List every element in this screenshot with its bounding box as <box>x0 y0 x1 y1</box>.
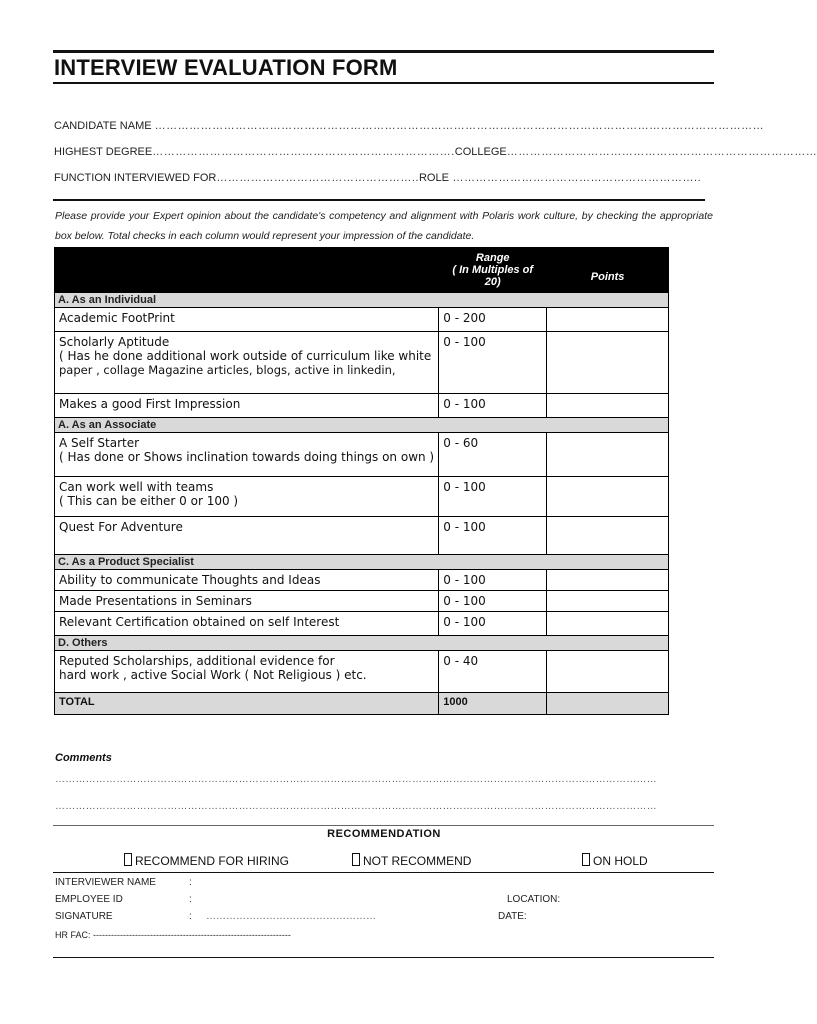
section-others: D. Others <box>55 636 669 651</box>
comments-line-1[interactable]: …………………………………………………………………………………………………………………………………………………………… <box>55 774 657 785</box>
function-interviewed-field[interactable]: FUNCTION INTERVIEWED FOR……………………………………………..ROLE ……………………………………………………….. <box>54 172 702 184</box>
table-row <box>55 477 669 517</box>
table-row <box>55 332 669 394</box>
checkbox-icon[interactable] <box>124 853 132 866</box>
candidate-name-field[interactable]: CANDIDATE NAME …………………………………………………………………………………………………………………………………………… <box>54 120 765 132</box>
table-row <box>55 517 669 555</box>
evaluation-table <box>54 247 669 715</box>
header-range-label: Range <box>475 252 510 264</box>
total-label: TOTAL <box>55 693 439 715</box>
highest-degree-label: HIGHEST DEGREE <box>54 146 153 158</box>
points-input-cell[interactable] <box>547 433 669 477</box>
top-rule <box>53 50 714 53</box>
instructions-text: Please provide your Expert opinion about the candidate's competency and alignment with Polaris work culture, by checking the appropriate box below. Total checks in each column would represent your impression of the candidate. <box>55 210 713 242</box>
table-row <box>55 612 669 636</box>
date-label: DATE: <box>498 911 527 922</box>
employee-id-label: EMPLOYEE ID <box>55 894 123 905</box>
points-input-cell[interactable] <box>547 651 669 693</box>
recommendation-title: RECOMMENDATION <box>327 828 441 840</box>
recommend-hiring-option[interactable]: RECOMMEND FOR HIRING <box>124 853 289 868</box>
total-row <box>55 693 669 715</box>
points-input-cell[interactable] <box>547 477 669 517</box>
not-recommend-option[interactable]: NOT RECOMMEND <box>352 853 471 868</box>
range-cell: 0 - 100 <box>439 332 547 394</box>
signature-colon: : <box>189 911 192 922</box>
total-value: 1000 <box>439 693 547 715</box>
location-label: LOCATION: <box>507 894 561 905</box>
criterion-cell: Made Presentations in Seminars <box>55 591 439 612</box>
range-cell: 0 - 100 <box>439 570 547 591</box>
page-title: INTERVIEW EVALUATION FORM <box>54 55 398 80</box>
range-cell: 0 - 40 <box>439 651 547 693</box>
table-row <box>55 570 669 591</box>
comments-label: Comments <box>55 752 112 764</box>
range-cell: 0 - 60 <box>439 433 547 477</box>
table-row <box>55 433 669 477</box>
checkbox-icon[interactable] <box>352 853 360 866</box>
recommendation-divider <box>53 872 714 873</box>
highest-degree-field[interactable]: HIGHEST DEGREE…………………………………………………………………….COLLEGE……………………………………………………………………… <box>54 146 817 158</box>
criterion-cell: Quest For Adventure <box>55 517 439 555</box>
range-cell: 0 - 100 <box>439 591 547 612</box>
header-range-sublabel: ( In Multiples of 20) <box>452 264 534 288</box>
points-input-cell[interactable] <box>547 612 669 636</box>
table-header-row <box>55 248 669 293</box>
fields-divider <box>53 199 705 201</box>
header-points: Points <box>547 248 669 293</box>
candidate-name-label: CANDIDATE NAME <box>54 120 152 132</box>
criterion-cell: Relevant Certification obtained on self Interest <box>55 612 439 636</box>
function-interviewed-label: FUNCTION INTERVIEWED FOR <box>54 172 217 184</box>
criterion-cell: A Self Starter ( Has done or Shows inclination towards doing things on own ) <box>55 433 439 477</box>
on-hold-option[interactable]: ON HOLD <box>582 853 648 868</box>
points-input-cell[interactable] <box>547 332 669 394</box>
hr-fac-label: HR FAC: ------------------------------------------------------------------ <box>55 930 291 940</box>
points-input-cell[interactable] <box>547 591 669 612</box>
points-input-cell[interactable] <box>547 308 669 332</box>
criterion-cell: Ability to communicate Thoughts and Ideas <box>55 570 439 591</box>
comments-divider <box>53 825 714 826</box>
table-row <box>55 394 669 418</box>
criterion-cell: Academic FootPrint <box>55 308 439 332</box>
interviewer-name-colon: : <box>189 877 192 888</box>
bottom-rule <box>53 957 714 958</box>
criterion-cell: Reputed Scholarships, additional evidence for hard work , active Social Work ( Not Religious ) etc. <box>55 651 439 693</box>
table-row <box>55 651 669 693</box>
header-blank <box>55 248 439 293</box>
criterion-cell: Scholarly Aptitude ( Has he done additional work outside of curriculum like white paper , collage Magazine articles, blogs, active in linkedin, <box>55 332 439 394</box>
total-points-cell[interactable] <box>547 693 669 715</box>
points-input-cell[interactable] <box>547 570 669 591</box>
section-product-specialist: C. As a Product Specialist <box>55 555 669 570</box>
range-cell: 0 - 100 <box>439 394 547 418</box>
table-row <box>55 308 669 332</box>
section-individual: A. As an Individual <box>55 293 669 308</box>
range-cell: 0 - 100 <box>439 517 547 555</box>
role-label: ROLE <box>418 172 449 184</box>
points-input-cell[interactable] <box>547 517 669 555</box>
checkbox-icon[interactable] <box>582 853 590 866</box>
criterion-cell: Can work well with teams ( This can be either 0 or 100 ) <box>55 477 439 517</box>
section-associate: A. As an Associate <box>55 418 669 433</box>
comments-line-2[interactable]: …………………………………………………………………………………………………………………………………………………………… <box>55 801 657 812</box>
header-range <box>439 248 547 293</box>
criterion-cell: Makes a good First Impression <box>55 394 439 418</box>
interviewer-name-label: INTERVIEWER NAME <box>55 877 156 888</box>
signature-label: SIGNATURE <box>55 911 113 922</box>
employee-id-colon: : <box>189 894 192 905</box>
signature-line[interactable]: …………………………………………… <box>206 911 376 922</box>
range-cell: 0 - 100 <box>439 612 547 636</box>
table-row <box>55 591 669 612</box>
range-cell: 0 - 100 <box>439 477 547 517</box>
range-cell: 0 - 200 <box>439 308 547 332</box>
title-underline <box>53 82 714 84</box>
college-label: COLLEGE <box>454 146 507 158</box>
points-input-cell[interactable] <box>547 394 669 418</box>
